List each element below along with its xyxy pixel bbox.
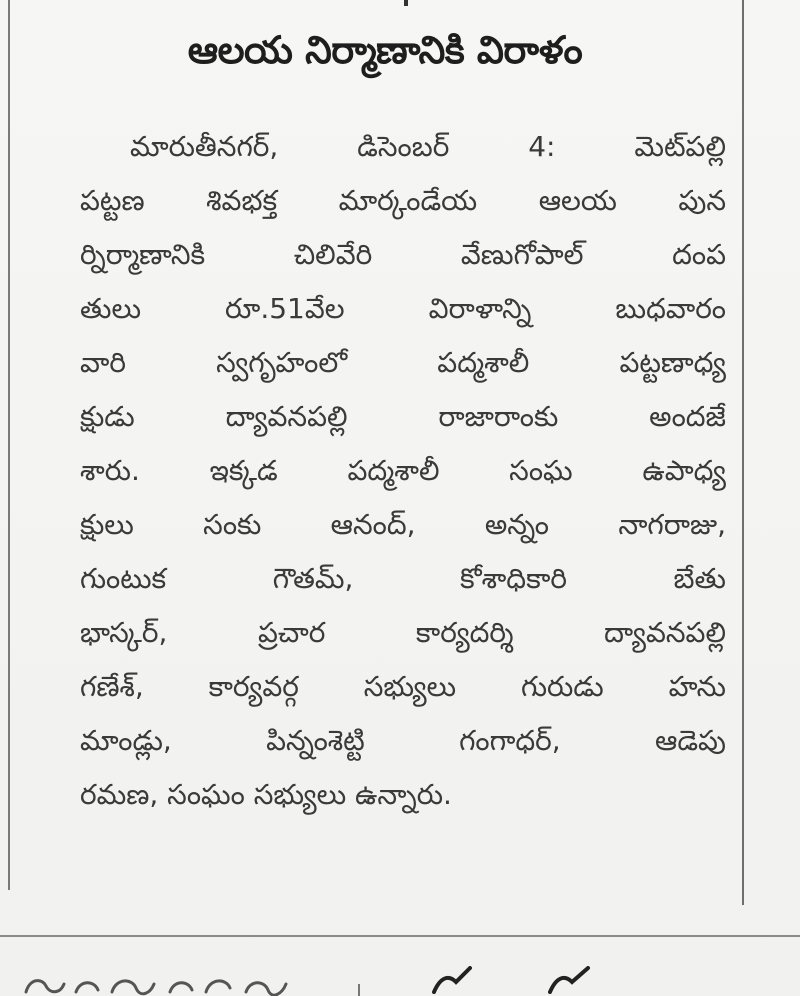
column-rule-left [8,0,10,890]
article-line: ర్నిర్మాణానికి చిలివేరి వేణుగోపాల్ దంప [80,238,726,271]
column-rule-top-stub [404,0,408,6]
section-divider [0,935,800,937]
article-line: గుంటుక గౌతమ్, కోశాధికారి బేతు [80,562,726,595]
cropped-headline-fragment [20,972,310,996]
article-line: క్షులు సంకు ఆనంద్, అన్నం నాగరాజు, [80,508,726,541]
article-line: గణేశ్, కార్యవర్గ సభ్యులు గురుడు హను [80,670,726,703]
article-line: క్షుడు ద్యావనపల్లి రాజారాంకు అందజే [80,400,726,433]
cropped-headline-fragment-right [430,966,630,996]
article-line: రమణ, సంఘం సభ్యులు ఉన్నారు. [80,778,452,811]
article-line: శారు. ఇక్కడ పద్మశాలీ సంఘ ఉపాధ్య [80,454,726,487]
article-line: పట్టణ శివభక్త మార్కండేయ ఆలయ పున [80,184,726,217]
news-article [40,18,730,822]
article-line: తులు రూ.51వేల విరాళాన్ని బుధవారం [80,292,726,325]
article-line: మారుతీనగర్, డిసెంబర్ 4: మెట్‌పల్లి [130,130,726,163]
article-line: మాండ్లు, పిన్నంశెట్టి గంగాధర్, ఆడెపు [80,724,726,757]
article-body [80,120,726,822]
article-line: భాస్కర్, ప్రచార కార్యదర్శి ద్యావనపల్లి [80,616,726,649]
column-rule-right [742,0,744,905]
column-rule-bottom [358,984,360,996]
article-headline: ఆలయ నిర్మాణానికి విరాళం [187,28,583,72]
next-article-fragment [0,960,800,996]
article-line: వారి స్వగృహంలో పద్మశాలీ పట్టణాధ్య [80,346,726,379]
